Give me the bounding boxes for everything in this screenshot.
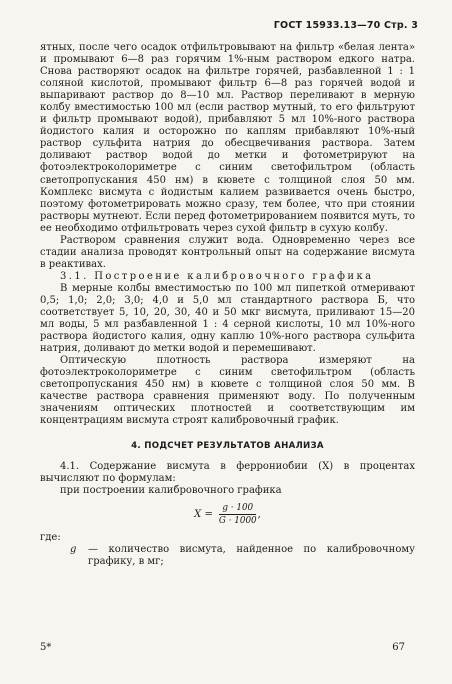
formula-numerator: g · 100: [219, 503, 256, 515]
paragraph-reference-solution: Раствором сравнения служит вода. Одновременно через все стадии анализа проводят контрольный опыт на содержание висмута в реактивах.: [40, 234, 415, 270]
paragraph-continuation: ятных, после чего осадок отфильтровывают на фильтр «белая лента» и промывают 6—8 раз горячим 1%-ным раствором едкого натра. Снова растворяют осадок на фильтре горячей, разбавленной 1 : 1 соляной кислотой, промывают фильтр 6—8 раз горячей водой и выпаривают раствор до 8—10 мл. Раствор переливают в мерную колбу вместимостью 100 мл (если раствор мутный, то его фильтруют и фильтр промывают водой), прибавляют 5 мл 10%-ного раствора йодистого калия и осторожно по каплям прибавляют 10%-ный раствор сульфита натрия до обесцвечивания раствора. Затем доливают раствор водой до метки и фотометрируют на фотоэлектроколориметре с синим светофильтром (область светопропускания 450 нм) в кювете с толщиной слоя 50 мм. Комплекс висмута с йодистым калием развивается очень быстро, поэтому фотометрировать можно сразу, тем более, что при стоянии растворы мутнеют. Если перед фотометрированием появится муть, то ее необходимо отфильтровать через сухой фильтр в сухую колбу.: [40, 42, 415, 234]
section-title-results: 4. ПОДСЧЕТ РЕЗУЛЬТАТОВ АНАЛИЗА: [131, 440, 324, 451]
subsection-heading-calibration: 3.1. Построение калибровочного графика: [60, 270, 374, 282]
document-body: [40, 42, 415, 568]
formula-lhs: X =: [194, 508, 213, 520]
formula-fraction: [219, 503, 257, 526]
formula-bismuth: [40, 503, 415, 526]
definition-symbol: g: [70, 543, 77, 555]
formula-comma: ,: [257, 508, 261, 520]
paragraph-bismuth-content: 4.1. Содержание висмута в феррониобии (X) в процентах вычисляют по формулам:: [40, 460, 415, 484]
page-number: 67: [392, 642, 405, 653]
page-header: ГОСТ 15933.13—70 Стр. 3: [273, 20, 418, 31]
where-label: где:: [40, 531, 61, 543]
formula-denominator: G · 1000: [218, 515, 257, 526]
footer-sheet-mark: 5*: [40, 642, 52, 653]
paragraph-calibration-procedure: В мерные колбы вместимостью по 100 мл пипеткой отмеривают 0,5; 1,0; 2,0; 3,0; 4,0 и 5,0 мл стандартного раствора Б, что соответствует 5, 10, 20, 30, 40 и 50 мкг висмута, приливают 15—20 мл воды, 5 мл разбавленной 1 : 4 серной кислоты, 10 мл 10%-ного раствора йодистого калия, одну каплю 10%-ного раствора сульфита натрия, доливают до метки водой и перемешивают.: [40, 282, 415, 355]
paragraph-formula-intro: при построении калибровочного графика: [60, 484, 282, 496]
definition-g: [40, 544, 415, 568]
paragraph-optical-density: Оптическую плотность раствора измеряют на фотоэлектроколориметре с синим светофильтром (область светопропускания 450 нм) в кювете с толщиной слоя 50 мм. В качестве раствора сравнения применяют воду. По полученным значениям оптических плотностей и соответствующим им концентрациям висмута строят калибровочный график.: [40, 355, 415, 427]
definition-text: — количество висмута, найденное по калибровочному графику, в мг;: [88, 543, 415, 567]
